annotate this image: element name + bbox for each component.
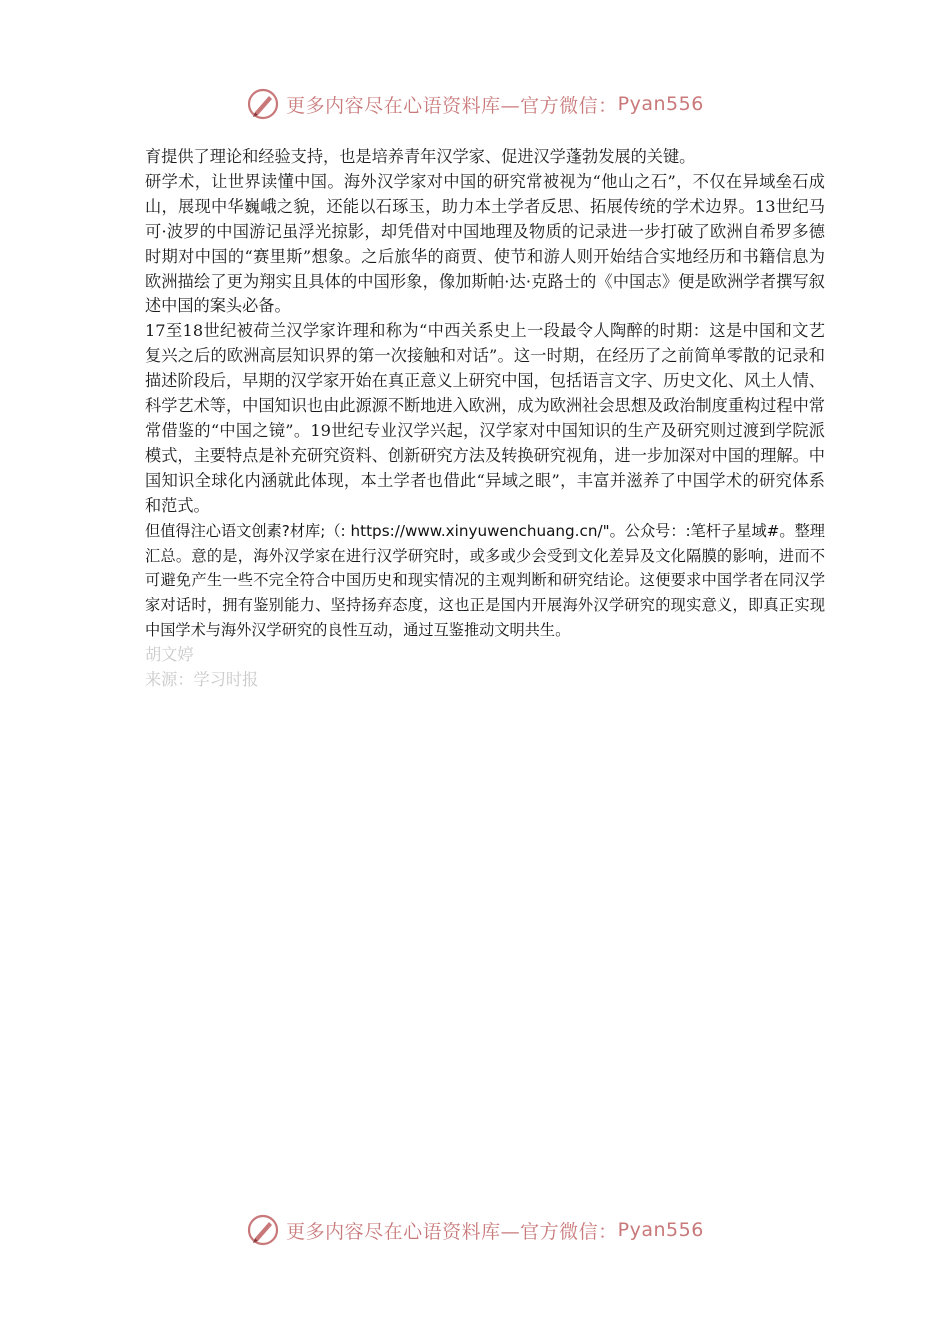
article-source: 来源：学习时报 (145, 670, 259, 690)
pen-logo-icon (246, 87, 280, 121)
author-name: 胡文婷 (145, 645, 194, 665)
paragraph-3: 17至18世纪被荷兰汉学家许理和称为“中西关系史上一段最令人陶醉的时期：这是中国和文艺复兴之后的欧洲高层知识界的第一次接触和对话”。这一时期，在经历了之前简单零散的记录和描述阶段后，早期的汉学家开始在真正意义上研究中国，包括语言文字、历史文化、风土人情、科学艺术等，中国知识也由此源源不断地进入欧洲，成为欧洲社会思想及政治制度重构过程中常常借鉴的“中国之镜”。19世纪专业汉学兴起，汉学家对中国知识的生产及研究则过渡到学院派模式，主要特点是补充研究资料、创新研究方法及转换研究视角，进一步加深对中国的理解。中国知识全球化内涵就此体现，本土学者也借此“异域之眼”，丰富并滋养了中国学术的研究体系和范式。 (145, 321, 825, 515)
pen-logo-icon (246, 1213, 280, 1247)
banner-text: 更多内容尽在心语资料库—官方微信： (286, 94, 618, 117)
footer-watermark-banner (0, 1210, 950, 1250)
banner-wechat-id: Pyan556 (617, 1219, 704, 1241)
article-body (145, 145, 825, 693)
banner-wechat-id: Pyan556 (617, 93, 704, 115)
header-watermark-banner (0, 84, 950, 124)
paragraph-2: 研学术，让世界读懂中国。海外汉学家对中国的研究常被视为“他山之石”，不仅在异域垒石成山，展现中华巍峨之貌，还能以石琢玉，助力本土学者反思、拓展传统的学术边界。13世纪马可·波罗的中国游记虽浮光掠影，却凭借对中国地理及物质的记录进一步打破了欧洲自希罗多德时期对中国的“赛里斯”想象。之后旅华的商贾、使节和游人则开始结合实地经历和书籍信息为欧洲描绘了更为翔实且具体的中国形象，像加斯帕·达·克路士的《中国志》便是欧洲学者撰写叙述中国的案头必备。 (145, 171, 825, 316)
banner-text: 更多内容尽在心语资料库—官方微信： (286, 1220, 618, 1243)
paragraph-4: 但值得注心语文创素?材库;（: https://www.xinyuwenchuang.cn/"。公众号：:笔杆子星域#。整理汇总。意的是，海外汉学家在进行汉学研究时，或多或少会受到文化差异及文化隔膜的影响，进而不可避免产生一些不完全符合中国历史和现实情况的主观判断和研究结论。这便要求中国学者在同汉学家对话时，拥有鉴别能力、坚持扬弃态度，这也正是国内开展海外汉学研究的现实意义，即真正实现中国学术与海外汉学研究的良性互动，通过互鉴推动文明共生。 (145, 521, 825, 640)
paragraph-1: 育提供了理论和经验支持，也是培养青年汉学家、促进汉学蓬勃发展的关键。 (145, 147, 696, 166)
